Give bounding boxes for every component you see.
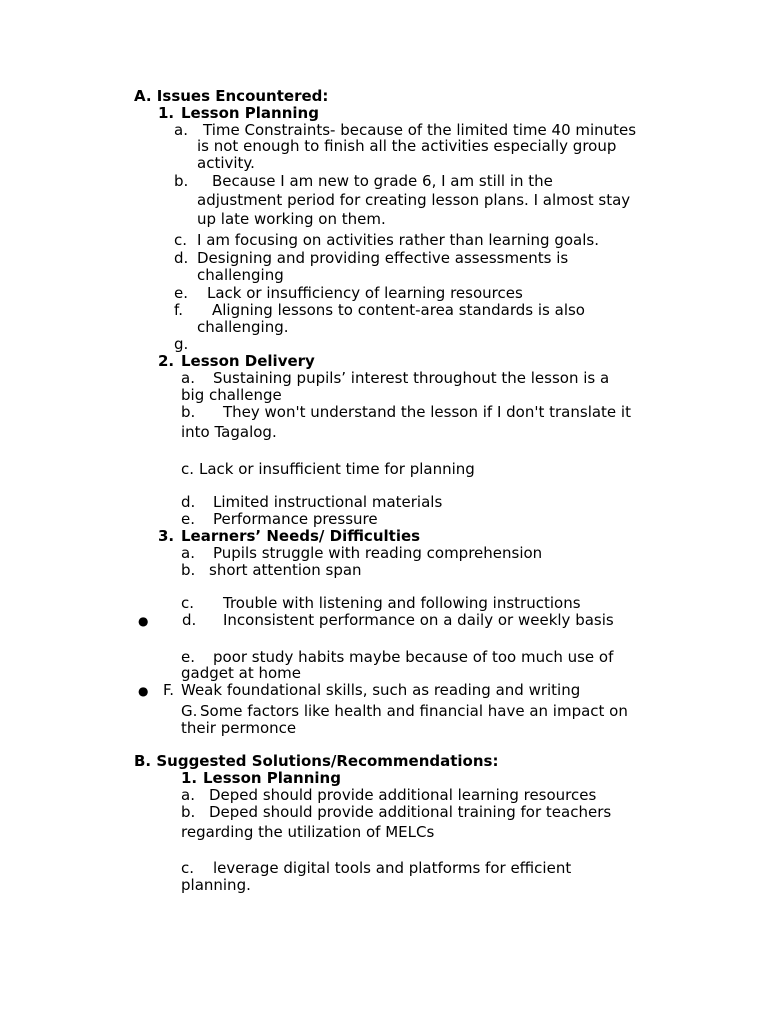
list-text: Performance pressure	[213, 510, 378, 528]
list-marker: b.	[181, 561, 196, 579]
section-b-title: B. Suggested Solutions/Recommendations:	[134, 752, 499, 770]
list-text: Weak foundational skills, such as reading and writing	[181, 681, 581, 699]
list-text: challenging.	[197, 318, 289, 336]
list-text: Deped should provide additional training for teachers	[209, 803, 612, 821]
list-text: Sustaining pupils’ interest throughout the lesson is a	[213, 369, 610, 387]
list-text: short attention span	[209, 561, 362, 579]
list-marker: e.	[174, 284, 188, 302]
list-marker: a.	[181, 544, 195, 562]
list-marker: a.	[174, 121, 188, 139]
list-text: Aligning lessons to content-area standards is also	[212, 301, 585, 319]
list-text: up late working on them.	[197, 210, 386, 228]
list-text: leverage digital tools and platforms for efficient	[213, 859, 572, 877]
list-text: Because I am new to grade 6, I am still in the	[212, 172, 553, 190]
list-text: into Tagalog.	[181, 423, 277, 441]
heading-lesson-planning: Lesson Planning	[181, 104, 319, 122]
list-marker: b.	[181, 403, 196, 421]
list-marker: d.	[181, 493, 196, 511]
list-marker: a.	[181, 369, 195, 387]
list-text: challenging	[197, 266, 284, 284]
list-marker: c.	[181, 460, 195, 478]
heading-number: 1.	[158, 104, 175, 122]
list-text: poor study habits maybe because of too much use of	[213, 648, 614, 666]
list-marker: g.	[174, 335, 189, 353]
list-text: gadget at home	[181, 664, 301, 682]
list-marker: e.	[181, 510, 195, 528]
list-text: Lack or insufficiency of learning resources	[207, 284, 523, 302]
section-a-title: A. Issues Encountered:	[134, 87, 329, 105]
list-text: I am focusing on activities rather than learning goals.	[197, 231, 599, 249]
list-text: Deped should provide additional learning resources	[209, 786, 597, 804]
list-text: Some factors like health and financial have an impact on	[200, 702, 628, 720]
list-text: adjustment period for creating lesson plans. I almost stay	[197, 191, 631, 209]
list-text: regarding the utilization of MELCs	[181, 823, 435, 841]
list-text: Lack or insufficient time for planning	[199, 460, 475, 478]
list-text: activity.	[197, 154, 255, 172]
list-marker: c.	[181, 594, 195, 612]
list-text: their permonce	[181, 719, 297, 737]
list-text: is not enough to finish all the activities especially group	[197, 137, 617, 155]
list-marker: f.	[174, 301, 183, 319]
heading-lesson-planning: Lesson Planning	[203, 769, 341, 787]
list-marker: a.	[181, 786, 195, 804]
heading-lesson-delivery: Lesson Delivery	[181, 352, 315, 370]
list-marker: c.	[174, 231, 188, 249]
list-text: They won't understand the lesson if I don't translate it	[223, 403, 631, 421]
list-text: Pupils struggle with reading comprehension	[213, 544, 543, 562]
list-marker: d.	[174, 249, 189, 267]
heading-number: 3.	[158, 527, 175, 545]
heading-learners-needs: Learners’ Needs/ Difficulties	[181, 527, 421, 545]
list-text: Inconsistent performance on a daily or weekly basis	[223, 611, 614, 629]
bullet-icon: ●	[138, 614, 149, 628]
bullet-icon: ●	[138, 684, 149, 698]
list-text: Trouble with listening and following instructions	[223, 594, 581, 612]
list-text: big challenge	[181, 386, 282, 404]
list-text: Time Constraints- because of the limited time 40 minutes	[203, 121, 637, 139]
list-text: Limited instructional materials	[213, 493, 443, 511]
heading-number: 2.	[158, 352, 175, 370]
list-marker: c.	[181, 859, 195, 877]
list-text: Designing and providing effective assessments is	[197, 249, 569, 267]
list-marker: b.	[181, 803, 196, 821]
list-text: planning.	[181, 876, 251, 894]
list-marker: d.	[182, 611, 197, 629]
list-marker: F.	[163, 681, 174, 699]
list-marker: b.	[174, 172, 189, 190]
list-marker: G.	[181, 702, 198, 720]
list-marker: e.	[181, 648, 195, 666]
heading-number: 1.	[181, 769, 198, 787]
